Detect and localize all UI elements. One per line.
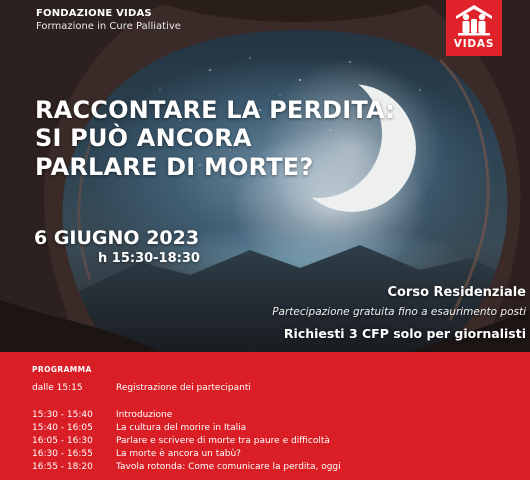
program-time: 16:05 - 16:30 bbox=[32, 436, 93, 446]
program-desc: Tavola rotonda: Come comunicare la perdita, oggi bbox=[116, 462, 341, 472]
logo-text: VIDAS bbox=[453, 38, 495, 50]
title-line-3: PARLARE DI MORTE? bbox=[35, 153, 314, 181]
course-type: Corso Residenziale bbox=[387, 285, 526, 300]
program-time: 16:55 - 18:20 bbox=[32, 462, 93, 472]
program-time: 16:30 - 16:55 bbox=[32, 449, 93, 459]
title-line-2: SI PUÒ ANCORA bbox=[35, 124, 252, 152]
credits-note: Richiesti 3 CFP solo per giornalisti bbox=[283, 326, 526, 341]
program-time: 15:30 - 15:40 bbox=[32, 410, 93, 420]
program-desc: La morte è ancora un tabù? bbox=[116, 449, 241, 459]
program-desc: La cultura del morire in Italia bbox=[116, 423, 247, 433]
organization-name: FONDAZIONE VIDAS bbox=[36, 8, 152, 19]
event-time: h 15:30-18:30 bbox=[98, 251, 200, 266]
program-time: 15:40 - 16:05 bbox=[32, 423, 93, 433]
program-desc: Parlare e scrivere di morte tra paure e difficoltà bbox=[116, 436, 330, 446]
program-heading: PROGRAMMA bbox=[32, 365, 92, 374]
title-line-1: RACCONTARE LA PERDITA: bbox=[35, 96, 396, 124]
vidas-logo bbox=[446, 0, 502, 56]
program-desc: Introduzione bbox=[116, 410, 173, 420]
program-time: dalle 15:15 bbox=[32, 383, 83, 393]
program-section bbox=[0, 352, 530, 480]
event-date: 6 GIUGNO 2023 bbox=[34, 227, 200, 249]
program-desc: Registrazione dei partecipanti bbox=[116, 383, 251, 393]
organization-subtitle: Formazione in Cure Palliative bbox=[36, 21, 181, 32]
vidas-logo-icon bbox=[446, 0, 502, 40]
participation-note: Partecipazione gratuita fino a esaurimento posti bbox=[272, 306, 526, 318]
